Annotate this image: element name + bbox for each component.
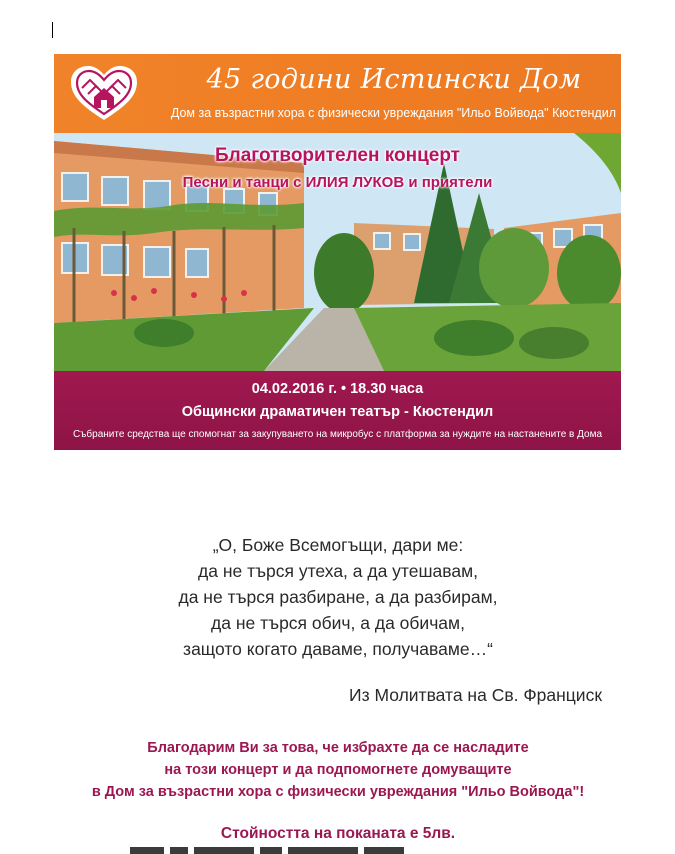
banner-footer: [54, 371, 621, 450]
text-cursor: [52, 22, 53, 38]
prayer-quote: [100, 532, 576, 662]
quote-line: да не търся утеха, а да утешавам,: [198, 561, 478, 581]
event-date-time: 04.02.2016 г. • 18.30 часа: [251, 381, 424, 397]
banner-title: 45 години Истински Дом: [206, 64, 582, 95]
banner-header: [54, 54, 621, 133]
invitation-price: Стойността на поканата е 5лв.: [220, 825, 456, 842]
building-photo-illustration: [54, 133, 621, 371]
quote-attribution: Из Молитвата на Св. Франциск: [348, 685, 602, 705]
fundraising-note: Събраните средства ще спомогнат за закупуването на микробус с платформа за нуждите на настанените в Дома: [72, 429, 603, 440]
event-title: Благотворителен концерт: [215, 145, 460, 166]
quote-line: „О, Боже Всемогъщи, дари ме:: [212, 535, 464, 555]
event-venue: Общински драматичен театър - Кюстендил: [181, 404, 494, 420]
thanks-line: в Дом за възрастни хора с физически увреждания "Ильо Войвода"!: [91, 784, 585, 800]
quote-line: да не търся разбиране, а да разбирам,: [178, 587, 498, 607]
building-photo: [54, 133, 621, 371]
concert-banner: [54, 54, 621, 450]
banner-subtitle: Дом за възрастни хора с физически увреждания "Ильо Войвода" Кюстендил: [170, 106, 616, 120]
thanks-line: Благодарим Ви за това, че избрахте да се насладите: [147, 740, 529, 756]
thanks-line: на този концерт и да подпомогнете домуващите: [164, 762, 512, 778]
quote-line: защото когато даваме, получаваме…“: [183, 639, 493, 659]
quote-line: да не търся обич, а да обичам,: [211, 613, 465, 633]
cut-off-text-line: [130, 847, 550, 854]
thank-you-message: [40, 737, 636, 803]
event-subtitle: Песни и танци с ИЛИЯ ЛУКОВ и приятели: [182, 174, 493, 191]
